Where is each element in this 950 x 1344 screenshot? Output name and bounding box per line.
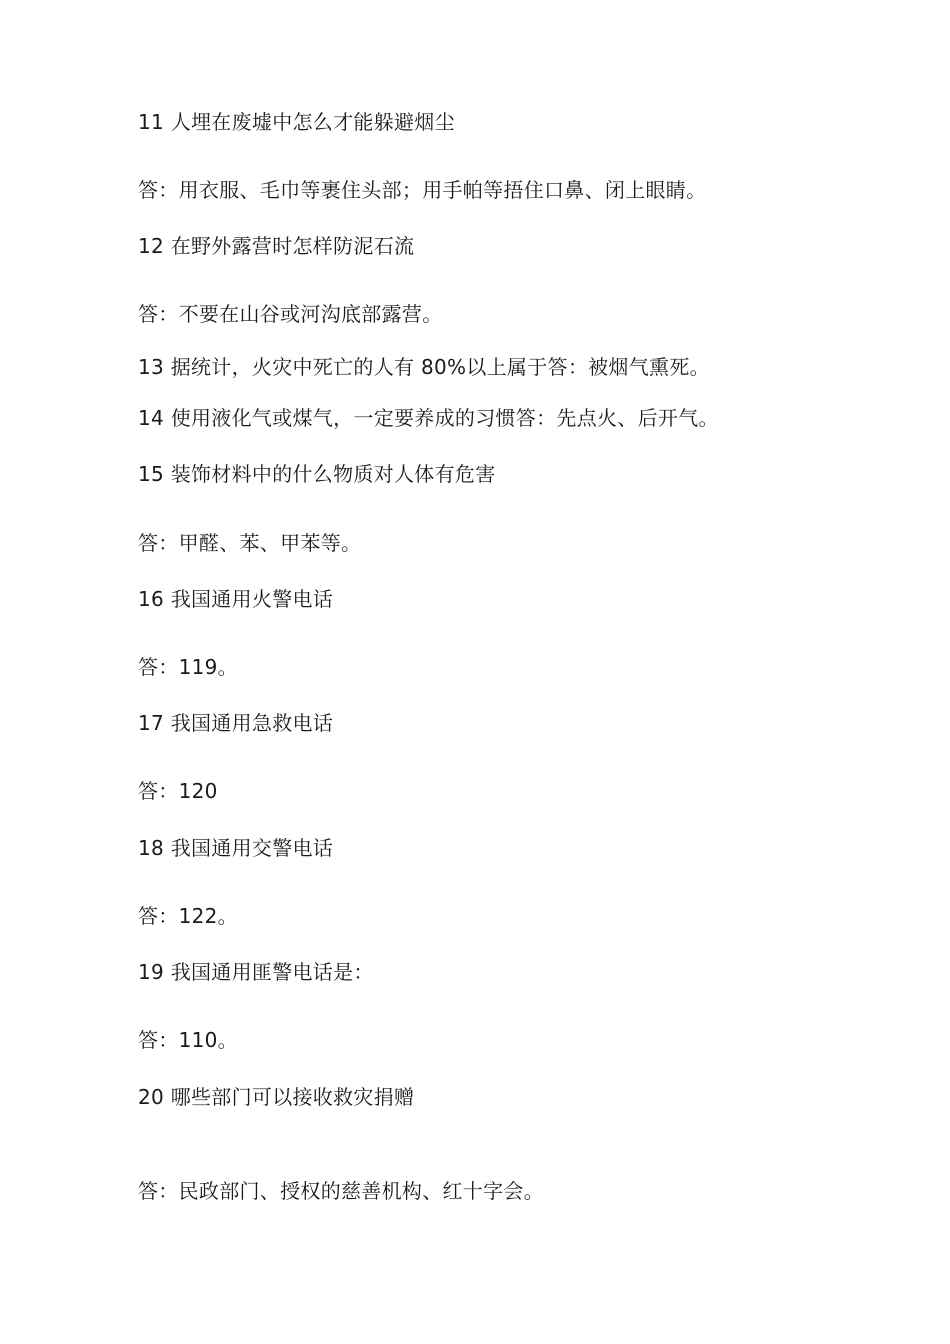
question-12: 12 在野外露营时怎样防泥石流	[138, 234, 415, 258]
question-17: 17 我国通用急救电话	[138, 711, 334, 735]
question-15: 15 装饰材料中的什么物质对人体有危害	[138, 462, 496, 486]
answer-11: 答：用衣服、毛巾等裹住头部；用手帕等捂住口鼻、闭上眼睛。	[138, 178, 707, 202]
answer-17: 答：120	[138, 779, 218, 803]
question-16: 16 我国通用火警电话	[138, 587, 334, 611]
answer-12: 答：不要在山谷或河沟底部露营。	[138, 302, 443, 326]
question-19: 19 我国通用匪警电话是：	[138, 960, 374, 984]
question-11: 11 人埋在废墟中怎么才能躲避烟尘	[138, 110, 455, 134]
question-18: 18 我国通用交警电话	[138, 836, 334, 860]
answer-20: 答：民政部门、授权的慈善机构、红十字会。	[138, 1179, 544, 1203]
question-20: 20 哪些部门可以接收救灾捐赠	[138, 1085, 415, 1109]
answer-15: 答：甲醛、苯、甲苯等。	[138, 531, 362, 555]
answer-19: 答：110。	[138, 1028, 238, 1052]
question-13: 13 据统计，火灾中死亡的人有 80%以上属于答：被烟气熏死。	[138, 355, 710, 379]
answer-16: 答：119。	[138, 655, 238, 679]
question-14: 14 使用液化气或煤气，一定要养成的习惯答：先点火、后开气。	[138, 406, 719, 430]
answer-18: 答：122。	[138, 904, 238, 928]
